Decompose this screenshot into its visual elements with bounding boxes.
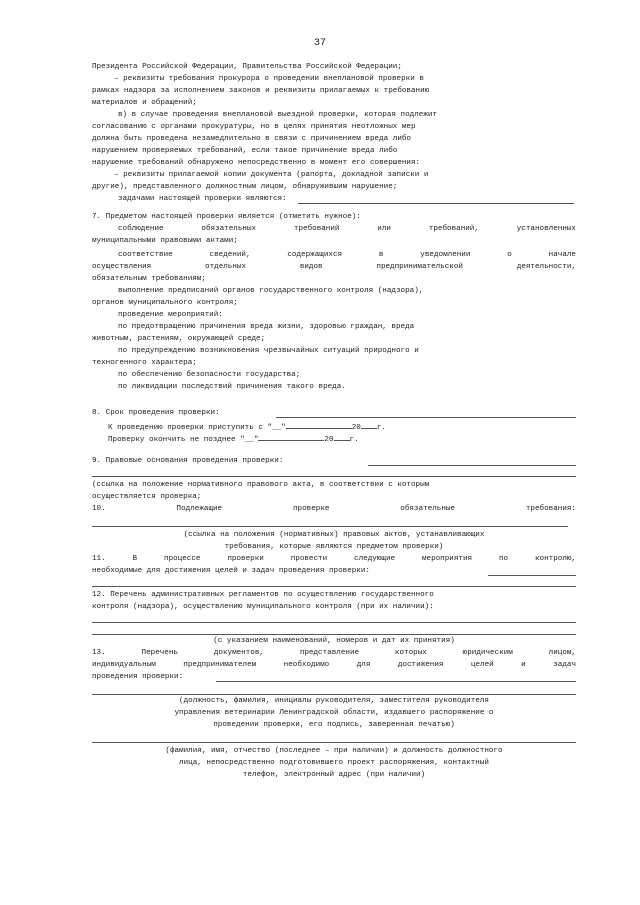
section-heading: 12. Перечень административных регламентов по осуществлению государственного bbox=[92, 591, 434, 599]
caption-line: (ссылка на положения (нормативных) правовых актов, устанавливающих bbox=[183, 531, 485, 539]
text-line: животным, растениям, окружающей среде; bbox=[92, 335, 266, 343]
fill-line bbox=[92, 622, 576, 623]
checklist-item: соблюдение обязательных требований или требований, установленных bbox=[118, 225, 576, 233]
checklist-item: по обеспечению безопасности государства; bbox=[118, 371, 301, 379]
text-line: осуществления отдельных видов предпринимательской деятельности, bbox=[92, 263, 576, 271]
text-line: необходимые для достижения целей и задач проведения проверки: bbox=[92, 567, 370, 575]
checklist-item: по ликвидации последствий причинения такого вреда. bbox=[118, 383, 346, 391]
text-line: Президента Российской Федерации, Правительства Российской Федерации; bbox=[92, 63, 402, 71]
section-heading: 7. Предметом настоящей проверки является (отметить нужное): bbox=[92, 213, 361, 221]
section-heading: 9. Правовые основания проведения проверки: bbox=[92, 457, 284, 465]
text-line: задачами настоящей проверки являются: bbox=[118, 195, 287, 203]
text-line: контроля (надзора), осуществлению муниципального контроля (при их наличии): bbox=[92, 603, 434, 611]
section-heading: 11. В процессе проверки провести следующие мероприятия по контролю, bbox=[92, 555, 576, 563]
fill-line bbox=[92, 586, 576, 587]
checklist-item: по предупреждению возникновения чрезвычайных ситуаций природного и bbox=[118, 347, 419, 355]
page-number: 37 bbox=[313, 38, 326, 49]
caption-line: лица, непосредственно подготовившего проект распоряжения, контактный bbox=[179, 759, 489, 767]
caption-line: требования, которые являются предметом проверки) bbox=[224, 543, 444, 551]
fill-line bbox=[276, 417, 576, 418]
fill-line bbox=[368, 465, 576, 466]
text-line: должна быть проведена незамедлительно в связи с причинением вреда либо bbox=[92, 135, 411, 143]
date-fill bbox=[258, 432, 324, 441]
caption-line: (ссылка на положение нормативного правового акта, в соответствии с которым bbox=[92, 481, 430, 489]
fill-line bbox=[92, 694, 576, 695]
year-fill bbox=[334, 432, 350, 441]
fill-line bbox=[216, 681, 576, 682]
text-line: нарушением проверяемых требований, если такое причинение вреда либо bbox=[92, 147, 398, 155]
text-line: обязательным требованиям; bbox=[92, 275, 206, 283]
caption-line: (фамилия, имя, отчество (последнее – при наличии) и должность должностного bbox=[165, 747, 503, 755]
text-line: согласованию с органами прокуратуры, но в целях принятия неотложных мер bbox=[92, 123, 416, 131]
fill-line bbox=[298, 203, 574, 204]
date-fill bbox=[286, 420, 352, 429]
section-heading: 13. Перечень документов, представление которых юридическим лицом, bbox=[92, 649, 576, 657]
text-line: рамках надзора за исполнением законов и реквизиты прилагаемых к требованию bbox=[92, 87, 430, 95]
checklist-item: соответствие сведений, содержащихся в уведомлении о начале bbox=[118, 251, 576, 259]
text-line: проведения проверки: bbox=[92, 673, 184, 681]
caption-line: проведении проверки, его подпись, заверенная печатью) bbox=[213, 721, 455, 729]
text-line: органов муниципального контроля; bbox=[92, 299, 238, 307]
caption-line: управления ветеринарии Ленинградской области, издавшего распоряжение о bbox=[174, 709, 494, 717]
text-line: техногенного характера; bbox=[92, 359, 197, 367]
text-line: в) в случае проведения внеплановой выездной проверки, которая подлежит bbox=[118, 111, 437, 119]
caption-line: (должность, фамилия, инициалы руководителя, заместителя руководителя bbox=[179, 697, 489, 705]
text-line: – реквизиты требования прокурора о проведении внеплановой проверки в bbox=[114, 75, 424, 83]
fill-line bbox=[488, 575, 576, 576]
section-heading: 10. Подлежащие проверке обязательные требования: bbox=[92, 505, 576, 513]
fill-line bbox=[92, 526, 568, 527]
fill-line bbox=[92, 742, 576, 743]
caption-line: (с указанием наименований, номеров и дат их принятия) bbox=[213, 637, 455, 645]
checklist-item: проведение мероприятий: bbox=[118, 311, 223, 319]
text-line: нарушение требований обнаружено непосредственно в момент его совершения: bbox=[92, 159, 421, 167]
section-heading: 8. Срок проведения проверки: bbox=[92, 409, 220, 417]
fill-line bbox=[92, 476, 576, 477]
text-line: другие), представленного должностным лицом, обнаружившим нарушение; bbox=[92, 183, 398, 191]
caption-line: осуществляется проверка; bbox=[92, 493, 202, 501]
end-date-line: Проверку окончить не позднее "__" 20 г. bbox=[92, 432, 576, 445]
text-line: муниципальными правовыми актами; bbox=[92, 237, 238, 245]
checklist-item: по предотвращению причинения вреда жизни, здоровью граждан, вреда bbox=[118, 323, 415, 331]
text-line: – реквизиты прилагаемой копии документа (рапорта, докладной записки и bbox=[114, 171, 429, 179]
checklist-item: выполнение предписаний органов государственного контроля (надзора), bbox=[118, 287, 424, 295]
year-fill bbox=[361, 420, 377, 429]
text-line: материалов и обращений; bbox=[92, 99, 197, 107]
text-line: индивидуальным предпринимателем необходимо для достижения целей и задач bbox=[92, 661, 576, 669]
fill-line bbox=[92, 634, 576, 635]
caption-line: телефон, электронный адрес (при наличии) bbox=[242, 771, 426, 779]
start-date-line: К проведению проверки приступить с "__" 20 г. bbox=[92, 420, 576, 433]
